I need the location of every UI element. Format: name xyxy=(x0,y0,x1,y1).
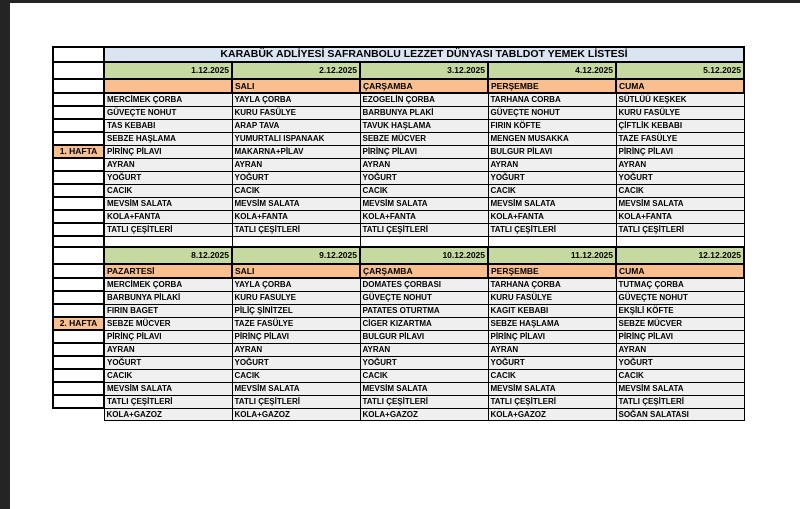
menu-cell: FIRIN BAGET xyxy=(104,304,232,317)
date-row xyxy=(53,62,744,79)
menu-cell: PİRİNÇ PİLAVI xyxy=(616,145,744,158)
menu-cell: CİGER KIZARTMA xyxy=(360,317,488,330)
menu-cell: AYRAN xyxy=(488,343,616,356)
menu-cell: MEVSİM SALATA xyxy=(232,197,360,210)
menu-cell: KOLA+GAZOZ xyxy=(232,408,360,420)
menu-cell: GÜVEÇTE NOHUT xyxy=(488,106,616,119)
label-column-spacer xyxy=(53,304,104,317)
menu-cell: CACIK xyxy=(360,369,488,382)
menu-cell: SEBZE HAŞLAMA xyxy=(104,132,232,145)
menu-cell: PİRİNÇ PİLAVI xyxy=(232,330,360,343)
menu-cell: AYRAN xyxy=(104,343,232,356)
menu-cell: TARHANA ÇORBA xyxy=(488,278,616,291)
label-column-spacer xyxy=(53,93,104,106)
menu-cell: PİRİNÇ PİLAVI xyxy=(104,145,232,158)
menu-cell: KOLA+GAZOZ xyxy=(360,408,488,420)
menu-cell: KOLA+GAZOZ xyxy=(104,408,232,420)
menu-cell: YOĞURT xyxy=(104,171,232,184)
label-column-spacer xyxy=(53,247,104,264)
menu-row xyxy=(53,304,744,317)
menu-row xyxy=(53,395,744,408)
menu-cell: TAS KEBABI xyxy=(104,119,232,132)
menu-cell: KOLA+FANTA xyxy=(360,210,488,223)
menu-cell: MEVSİM SALATA xyxy=(360,382,488,395)
label-column-spacer xyxy=(53,278,104,291)
day-header: CUMA xyxy=(616,79,744,93)
menu-row xyxy=(53,291,744,304)
label-column-spacer xyxy=(53,369,104,382)
menu-cell: TATLI ÇEŞİTLERİ xyxy=(360,395,488,408)
menu-cell: TATLI ÇEŞİTLERİ xyxy=(232,395,360,408)
menu-cell: AYRAN xyxy=(232,158,360,171)
spacer-cell xyxy=(104,236,232,247)
menu-cell: CACIK xyxy=(232,184,360,197)
menu-cell: AYRAN xyxy=(360,343,488,356)
menu-cell: KURU FASÜLYE xyxy=(488,291,616,304)
spreadsheet-page xyxy=(52,46,745,421)
menu-cell: AYRAN xyxy=(104,158,232,171)
day-header-row xyxy=(53,79,744,93)
menu-row xyxy=(53,158,744,171)
menu-cell: BULGUR PİLAVI xyxy=(488,145,616,158)
menu-cell: AYRAN xyxy=(616,343,744,356)
menu-cell: YAYLA ÇORBA xyxy=(232,93,360,106)
menu-cell: CACIK xyxy=(232,369,360,382)
date-cell: 11.12.2025 xyxy=(488,247,616,264)
label-column-spacer xyxy=(53,132,104,145)
menu-cell: AYRAN xyxy=(488,158,616,171)
day-header: SALI xyxy=(232,264,360,278)
date-cell: 3.12.2025 xyxy=(360,62,488,79)
label-column-spacer xyxy=(53,106,104,119)
menu-cell: PİLİÇ ŞİNİTZEL xyxy=(232,304,360,317)
menu-row xyxy=(53,171,744,184)
day-header: ÇARŞAMBA xyxy=(360,79,488,93)
label-column-spacer xyxy=(53,210,104,223)
menu-cell: TATLI ÇEŞİTLERİ xyxy=(360,223,488,236)
date-row xyxy=(53,247,744,264)
date-cell: 2.12.2025 xyxy=(232,62,360,79)
menu-row xyxy=(53,369,744,382)
screen-edge-top xyxy=(0,0,800,3)
yemek-listesi-table xyxy=(52,46,745,421)
menu-cell: TAVUK HAŞLAMA xyxy=(360,119,488,132)
menu-row xyxy=(53,382,744,395)
menu-cell: CACIK xyxy=(104,369,232,382)
menu-cell: BARBUNYA PLAKİ xyxy=(360,106,488,119)
label-column-spacer xyxy=(53,171,104,184)
spacer-cell xyxy=(232,236,360,247)
menu-cell: PİRİNÇ PİLAVI xyxy=(104,330,232,343)
menu-row xyxy=(53,210,744,223)
label-column-spacer xyxy=(53,395,104,408)
menu-cell: PATATES OTURTMA xyxy=(360,304,488,317)
menu-row xyxy=(53,132,744,145)
menu-cell: TAZE FASÜLYE xyxy=(232,317,360,330)
label-column-spacer xyxy=(53,47,104,62)
menu-cell: CACIK xyxy=(488,369,616,382)
menu-cell: YOĞURT xyxy=(360,171,488,184)
menu-row xyxy=(53,106,744,119)
day-header: PERŞEMBE xyxy=(488,264,616,278)
label-column-spacer xyxy=(53,236,104,247)
menu-row xyxy=(53,317,744,330)
date-cell: 10.12.2025 xyxy=(360,247,488,264)
label-column-spacer xyxy=(53,79,104,93)
label-column-spacer xyxy=(53,343,104,356)
label-column-spacer xyxy=(53,184,104,197)
menu-cell: MEVSİM SALATA xyxy=(488,382,616,395)
spacer-cell xyxy=(360,236,488,247)
label-column-spacer xyxy=(53,223,104,236)
menu-row xyxy=(53,356,744,369)
date-cell: 12.12.2025 xyxy=(616,247,744,264)
day-header: SALI xyxy=(232,79,360,93)
menu-cell: MEVSİM SALATA xyxy=(360,197,488,210)
menu-cell: KURU FASÜLYE xyxy=(616,106,744,119)
menu-cell: KOLA+FANTA xyxy=(488,210,616,223)
label-column-spacer xyxy=(53,291,104,304)
menu-cell: TATLI ÇEŞİTLERİ xyxy=(104,395,232,408)
menu-cell: FIRIN KÖFTE xyxy=(488,119,616,132)
date-cell: 5.12.2025 xyxy=(616,62,744,79)
menu-cell: KAGIT KEBABI xyxy=(488,304,616,317)
menu-cell: BULGUR PİLAVI xyxy=(360,330,488,343)
title-row xyxy=(53,47,744,62)
menu-cell: DOMATES ÇORBASI xyxy=(360,278,488,291)
menu-cell: BARBUNYA PİLAKİ xyxy=(104,291,232,304)
menu-row xyxy=(53,197,744,210)
menu-cell: GÜVEÇTE NOHUT xyxy=(360,291,488,304)
menu-cell: ÇİFTLİK KEBABI xyxy=(616,119,744,132)
menu-row xyxy=(53,184,744,197)
menu-cell: EKŞİLİ KÖFTE xyxy=(616,304,744,317)
menu-cell: YOĞURT xyxy=(104,356,232,369)
menu-cell: PİRİNÇ PİLAVI xyxy=(616,330,744,343)
menu-cell: KURU FASÜLYE xyxy=(232,106,360,119)
menu-cell: TATLI ÇEŞİTLERİ xyxy=(488,395,616,408)
day-header: ÇARŞAMBA xyxy=(360,264,488,278)
menu-cell: MERCİMEK ÇORBA xyxy=(104,278,232,291)
menu-cell: KOLA+FANTA xyxy=(616,210,744,223)
menu-cell: GÜVEÇTE NOHUT xyxy=(616,291,744,304)
date-cell: 4.12.2025 xyxy=(488,62,616,79)
menu-cell: SEBZE MÜCVER xyxy=(360,132,488,145)
menu-cell: SÜTLÜÜ KEŞKEK xyxy=(616,93,744,106)
menu-cell: YAYLA ÇORBA xyxy=(232,278,360,291)
date-cell: 9.12.2025 xyxy=(232,247,360,264)
menu-cell: AYRAN xyxy=(360,158,488,171)
menu-cell: MEVSİM SALATA xyxy=(104,382,232,395)
menu-cell: KOLA+GAZOZ xyxy=(488,408,616,420)
day-header xyxy=(104,79,232,93)
menu-cell: CACIK xyxy=(360,184,488,197)
menu-cell: KURU FASULYE xyxy=(232,291,360,304)
menu-cell: ARAP TAVA xyxy=(232,119,360,132)
label-column-spacer xyxy=(53,382,104,395)
spacer-cell xyxy=(488,236,616,247)
menu-cell: PİRİNÇ PİLAVI xyxy=(360,145,488,158)
label-column-spacer xyxy=(53,197,104,210)
menu-cell: CACIK xyxy=(616,184,744,197)
label-column-spacer xyxy=(53,62,104,79)
menu-cell: MERCİMEK ÇORBA xyxy=(104,93,232,106)
menu-cell: GÜVEÇTE NOHUT xyxy=(104,106,232,119)
menu-row xyxy=(53,93,744,106)
menu-cell: EZOGELİN ÇORBA xyxy=(360,93,488,106)
label-column-spacer xyxy=(53,158,104,171)
separator-row xyxy=(53,236,744,247)
menu-cell: YUMURTALI ISPANAAK xyxy=(232,132,360,145)
day-header: PAZARTESİ xyxy=(104,264,232,278)
menu-cell: MENGEN MUSAKKA xyxy=(488,132,616,145)
day-header: PERŞEMBE xyxy=(488,79,616,93)
menu-cell: TAZE FASÜLYE xyxy=(616,132,744,145)
menu-cell: MEVSİM SALATA xyxy=(232,382,360,395)
menu-cell: YOĞURT xyxy=(232,171,360,184)
menu-cell: YOĞURT xyxy=(616,171,744,184)
week-label: 2. HAFTA xyxy=(53,317,104,330)
menu-cell: YOĞURT xyxy=(360,356,488,369)
menu-cell: MEVSİM SALATA xyxy=(616,382,744,395)
menu-cell: CACIK xyxy=(104,184,232,197)
sheet-title: KARABÜK ADLİYESİ SAFRANBOLU LEZZET DÜNYASI TABLDOT YEMEK LİSTESİ xyxy=(104,47,744,62)
label-column-spacer xyxy=(53,119,104,132)
menu-row xyxy=(53,223,744,236)
menu-row xyxy=(53,343,744,356)
menu-row xyxy=(53,330,744,343)
menu-cell: TATLI ÇEŞİTLERİ xyxy=(104,223,232,236)
menu-cell: YOĞURT xyxy=(232,356,360,369)
menu-cell: YOĞURT xyxy=(488,171,616,184)
week-label: 1. HAFTA xyxy=(53,145,104,158)
label-column-spacer xyxy=(53,356,104,369)
menu-cell: SEBZE HAŞLAMA xyxy=(488,317,616,330)
menu-cell: KOLA+FANTA xyxy=(232,210,360,223)
day-header-row xyxy=(53,264,744,278)
menu-cell: SEBZE MÜCVER xyxy=(616,317,744,330)
menu-row xyxy=(53,119,744,132)
menu-cell: CACIK xyxy=(488,184,616,197)
menu-cell: TATLI ÇEŞİTLERİ xyxy=(616,395,744,408)
menu-cell: MEVSİM SALATA xyxy=(104,197,232,210)
menu-cell: AYRAN xyxy=(232,343,360,356)
menu-cell: TUTMAÇ ÇORBA xyxy=(616,278,744,291)
menu-cell: YOĞURT xyxy=(616,356,744,369)
menu-cell: AYRAN xyxy=(616,158,744,171)
menu-cell: TATLI ÇEŞİTLERİ xyxy=(232,223,360,236)
date-cell: 8.12.2025 xyxy=(104,247,232,264)
menu-cell: TATLI ÇEŞİTLERİ xyxy=(616,223,744,236)
date-cell: 1.12.2025 xyxy=(104,62,232,79)
menu-cell: TATLI ÇEŞİTLERİ xyxy=(488,223,616,236)
label-column-spacer xyxy=(53,408,104,420)
day-header: CUMA xyxy=(616,264,744,278)
spacer-cell xyxy=(616,236,744,247)
label-column-spacer xyxy=(53,330,104,343)
menu-cell: MAKARNA+PİLAV xyxy=(232,145,360,158)
menu-row xyxy=(53,278,744,291)
screen-edge-left xyxy=(0,0,10,509)
menu-cell: SOĞAN SALATASI xyxy=(616,408,744,420)
menu-cell: MEVSİM SALATA xyxy=(488,197,616,210)
menu-row xyxy=(53,145,744,158)
menu-row xyxy=(53,408,744,420)
label-column-spacer xyxy=(53,264,104,278)
menu-cell: YOĞURT xyxy=(488,356,616,369)
menu-cell: TARHANA CORBA xyxy=(488,93,616,106)
menu-cell: MEVSİM SALATA xyxy=(616,197,744,210)
menu-cell: PİRİNÇ PİLAVI xyxy=(488,330,616,343)
menu-cell: KOLA+FANTA xyxy=(104,210,232,223)
menu-cell: SEBZE MÜCVER xyxy=(104,317,232,330)
menu-cell: CACIK xyxy=(616,369,744,382)
